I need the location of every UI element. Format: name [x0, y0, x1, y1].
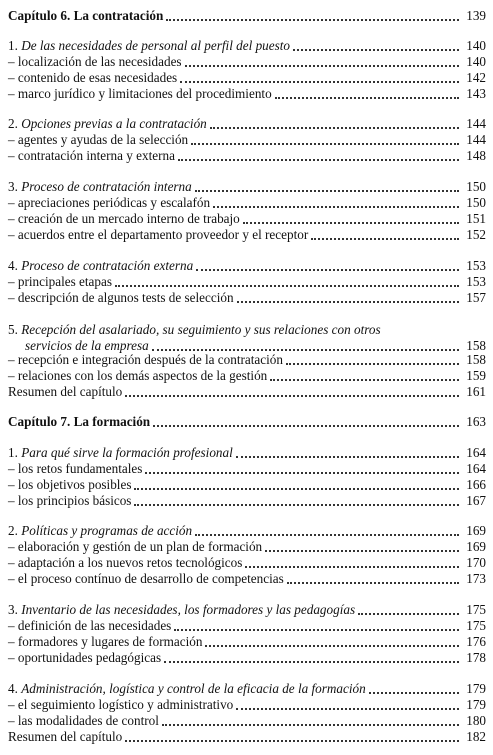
toc-item: [8, 650, 486, 666]
toc-item: [8, 555, 486, 571]
dot-leader: [191, 143, 459, 145]
page-number: 166: [466, 477, 486, 492]
page-number: 161: [466, 384, 486, 399]
toc-section: [8, 179, 486, 195]
page-number: 173: [466, 571, 486, 586]
page-number: 178: [466, 650, 486, 665]
toc-item: [8, 477, 486, 493]
dot-leader: [152, 349, 459, 351]
section-number: 1.: [8, 445, 18, 460]
dot-leader: [166, 19, 459, 21]
page-number: 144: [466, 132, 486, 147]
dot-leader: [134, 488, 459, 490]
page-number: 151: [466, 211, 486, 226]
page-number: 153: [466, 274, 486, 289]
dot-leader: [210, 127, 459, 129]
toc-section: [8, 258, 486, 274]
toc-item: [8, 713, 486, 729]
page-number: 175: [466, 602, 486, 617]
page-number: 164: [466, 445, 486, 460]
section-title: Opciones previas a la contratación: [21, 116, 207, 131]
page-number: 148: [466, 148, 486, 163]
toc-section: [8, 681, 486, 697]
item-title: Resumen del capítulo: [8, 729, 123, 744]
toc-section: [8, 602, 486, 618]
page-number: 169: [466, 539, 486, 554]
item-title: – descripción de algunos tests de selección: [8, 290, 234, 305]
chapter-title: Capítulo 6. La contratación: [8, 8, 164, 23]
section-number: 4.: [8, 681, 18, 696]
section-title: Recepción del asalariado, su seguimiento y sus relaciones con otros: [21, 322, 381, 337]
dot-leader: [125, 395, 459, 397]
page-number: 163: [466, 414, 486, 429]
dot-leader: [195, 190, 459, 192]
section-number: 3.: [8, 179, 18, 194]
dot-leader: [311, 238, 459, 240]
page-number: 140: [466, 38, 486, 53]
section-title: Inventario de las necesidades, los formadores y las pedagogías: [21, 602, 356, 617]
item-title: – contratación interna y externa: [8, 148, 175, 163]
dot-leader: [164, 661, 459, 663]
toc-item: [8, 132, 486, 148]
page-number: 182: [466, 729, 486, 744]
item-title: – apreciaciones periódicas y escalafón: [8, 195, 211, 210]
toc-section: [8, 445, 486, 461]
page-number: 158: [466, 338, 486, 353]
item-title: – relaciones con los demás aspectos de la gestión: [8, 368, 268, 383]
toc-item: [8, 148, 486, 164]
dot-leader: [145, 472, 459, 474]
toc-section: [8, 116, 486, 132]
toc-item: [8, 368, 486, 384]
toc-item: [8, 352, 486, 368]
toc-item: [8, 274, 486, 290]
toc-item: [8, 493, 486, 509]
toc-section: [8, 523, 486, 539]
dot-leader: [286, 363, 459, 365]
toc-item: [8, 86, 486, 102]
dot-leader: [205, 645, 459, 647]
section-title: Proceso de contratación interna: [21, 179, 192, 194]
dot-leader: [162, 724, 459, 726]
item-title: – contenido de esas necesidades: [8, 70, 178, 85]
dot-leader: [196, 269, 459, 271]
item-title: – acuerdos entre el departamento proveedor y el receptor: [8, 227, 309, 242]
page-number: 167: [466, 493, 486, 508]
dot-leader: [134, 504, 459, 506]
dot-leader: [243, 222, 459, 224]
item-title: – definición de las necesidades: [8, 618, 172, 633]
item-title: – los retos fundamentales: [8, 461, 143, 476]
toc-item: [8, 70, 486, 86]
section-title: Administración, logística y control de la eficacia de la formación: [21, 681, 366, 696]
toc-item: [8, 384, 486, 400]
page-number: 139: [466, 8, 486, 23]
dot-leader: [265, 550, 459, 552]
page-number: 152: [466, 227, 486, 242]
toc-chapter: [8, 414, 486, 430]
dot-leader: [153, 425, 459, 427]
page-number: 159: [466, 368, 486, 383]
item-title: – formadores y lugares de formación: [8, 634, 203, 649]
dot-leader: [369, 692, 459, 694]
page-number: 158: [466, 352, 486, 367]
dot-leader: [213, 206, 459, 208]
page-number: 176: [466, 634, 486, 649]
toc-section: [8, 38, 486, 54]
page-number: 179: [466, 697, 486, 712]
dot-leader: [180, 81, 459, 83]
item-title: – adaptación a los nuevos retos tecnológicos: [8, 555, 243, 570]
page-number: 180: [466, 713, 486, 728]
toc-item: [8, 54, 486, 70]
dot-leader: [293, 49, 459, 51]
section-number: 2.: [8, 523, 18, 538]
dot-leader: [174, 629, 459, 631]
chapter-title: Capítulo 7. La formación: [8, 414, 151, 429]
toc-item: [8, 227, 486, 243]
dot-leader: [178, 159, 459, 161]
section-number: 5.: [8, 322, 18, 337]
page-number: 144: [466, 116, 486, 131]
page-number: 142: [466, 70, 486, 85]
item-title: – marco jurídico y limitaciones del procedimiento: [8, 86, 272, 101]
dot-leader: [125, 740, 459, 742]
page-number: 143: [466, 86, 486, 101]
item-title: – elaboración y gestión de un plan de formación: [8, 539, 263, 554]
dot-leader: [236, 708, 459, 710]
section-number: 4.: [8, 258, 18, 273]
toc-section-heading-line1: [8, 322, 486, 338]
page-number: 164: [466, 461, 486, 476]
item-title: – los objetivos posibles: [8, 477, 132, 492]
toc-item: [8, 571, 486, 587]
toc-item: [8, 729, 486, 745]
toc-item: [8, 634, 486, 650]
toc-item: [8, 461, 486, 477]
section-number: 2.: [8, 116, 18, 131]
toc-chapter: [8, 8, 486, 24]
page-number: 150: [466, 179, 486, 194]
dot-leader: [358, 613, 459, 615]
item-title: – el proceso contínuo de desarrollo de competencias: [8, 571, 284, 586]
dot-leader: [237, 301, 459, 303]
section-title: Políticas y programas de acción: [21, 523, 193, 538]
item-title: – creación de un mercado interno de trabajo: [8, 211, 240, 226]
dot-leader: [195, 534, 459, 536]
page-number: 169: [466, 523, 486, 538]
item-title: Resumen del capítulo: [8, 384, 123, 399]
section-title: Para qué sirve la formación profesional: [21, 445, 233, 460]
page-number: 153: [466, 258, 486, 273]
item-title: – localización de las necesidades: [8, 54, 182, 69]
page-number: 175: [466, 618, 486, 633]
toc-item: [8, 697, 486, 713]
dot-leader: [115, 285, 459, 287]
toc-item: [8, 195, 486, 211]
item-title: – recepción e integración después de la contratación: [8, 352, 283, 367]
section-number: 1.: [8, 38, 18, 53]
page-number: 170: [466, 555, 486, 570]
page-number: 140: [466, 54, 486, 69]
dot-leader: [287, 582, 459, 584]
toc-item: [8, 211, 486, 227]
toc-item: [8, 618, 486, 634]
page-number: 157: [466, 290, 486, 305]
item-title: – principales etapas: [8, 274, 112, 289]
page-number: 179: [466, 681, 486, 696]
section-title-continued: servicios de la empresa: [25, 338, 149, 353]
dot-leader: [275, 97, 459, 99]
section-title: Proceso de contratación externa: [21, 258, 194, 273]
toc-item: [8, 290, 486, 306]
toc-item: [8, 539, 486, 555]
dot-leader: [185, 65, 459, 67]
item-title: – los principios básicos: [8, 493, 132, 508]
section-number: 3.: [8, 602, 18, 617]
section-title: De las necesidades de personal al perfil del puesto: [21, 38, 291, 53]
dot-leader: [270, 379, 459, 381]
item-title: – agentes y ayudas de la selección: [8, 132, 189, 147]
item-title: – el seguimiento logístico y administrativo: [8, 697, 234, 712]
item-title: – oportunidades pedagógicas: [8, 650, 162, 665]
dot-leader: [245, 566, 459, 568]
page-number: 150: [466, 195, 486, 210]
dot-leader: [236, 456, 459, 458]
item-title: – las modalidades de control: [8, 713, 159, 728]
